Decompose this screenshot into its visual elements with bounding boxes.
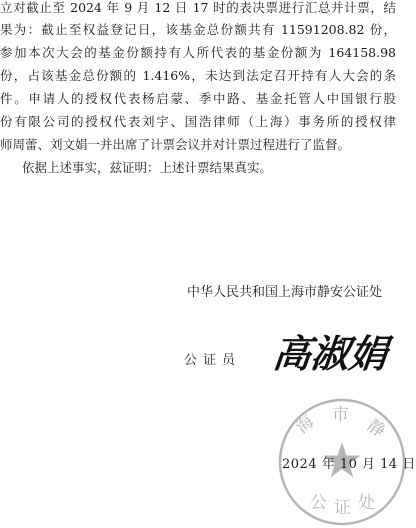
paragraph-1-line-3: 参加本次大会的基金份额持有人所代表的基金份额为 164158.98 xyxy=(0,45,396,60)
seal-char-4: 公 xyxy=(310,493,327,513)
notary-signature xyxy=(272,326,392,376)
paragraph-1-line-1: 立对截止至 2024 年 9 月 12 日 17 时的表决票进行汇总并计票，结 xyxy=(0,0,396,15)
paragraph-1-line-6: 份有限公司的授权代表刘宇、国浩律师（上海）事务所的授权律 xyxy=(0,114,396,129)
seal-char-1: 海 xyxy=(292,411,319,438)
certification-statement: 依据上述事实，兹证明：上述计票结果真实。 xyxy=(22,160,273,175)
paragraph-1-line-2: 果为：截止至权益登记日，该基金总份额共有 11591208.82 份， xyxy=(0,22,396,37)
paragraph-1-line-7: 师周蕾、刘文娟一并出席了计票会议并对计票过程进行了监督。 xyxy=(0,137,351,152)
notary-label: 公证员 xyxy=(184,353,242,368)
notarization-date: 2024 年 10 月 14 日 xyxy=(282,457,416,472)
signature-text: 高淑娟 xyxy=(270,331,390,376)
paragraph-1-line-5: 件。申请人的授权代表杨启蒙、季中路、基金托管人中国银行股 xyxy=(0,91,396,106)
seal-char-5: 证 xyxy=(334,498,351,518)
paragraph-1-line-4: 份，占该基金总份额的 1.416%，未达到法定召开持有人大会的条 xyxy=(0,68,396,83)
notary-office-name: 中华人民共和国上海市静安公证处 xyxy=(186,285,382,300)
seal-char-6: 处 xyxy=(358,493,375,513)
seal-char-3: 静 xyxy=(363,415,389,442)
seal-char-2: 市 xyxy=(332,405,349,425)
